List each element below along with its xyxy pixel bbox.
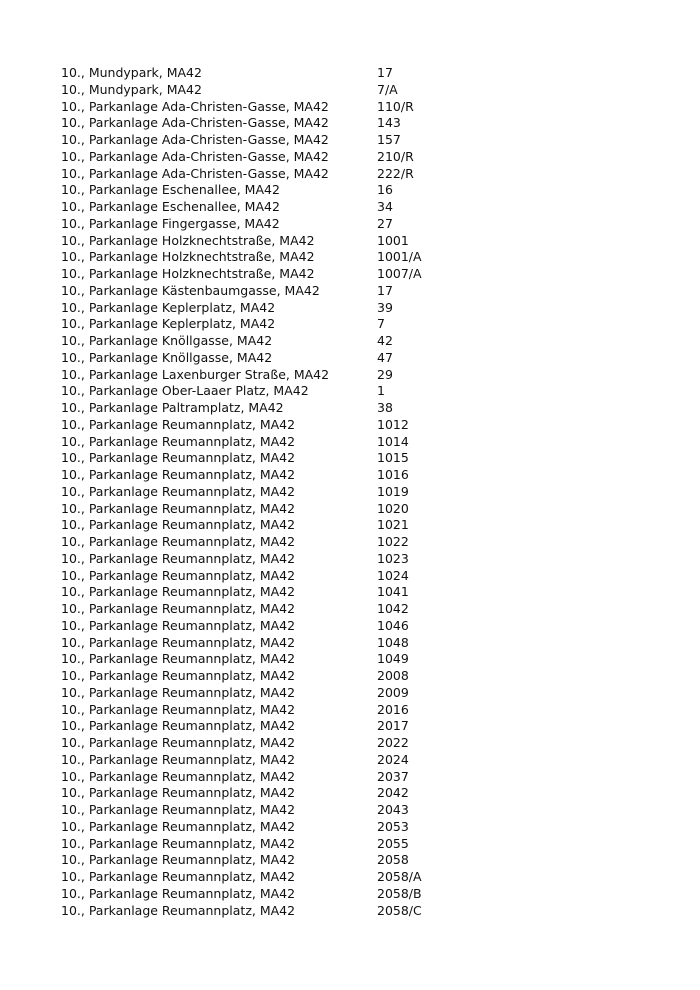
list-item xyxy=(61,651,661,668)
location-text: 10., Parkanlage Reumannplatz, MA42 xyxy=(61,735,296,750)
list-item xyxy=(61,434,661,451)
location-text: 10., Parkanlage Keplerplatz, MA42 xyxy=(61,299,276,315)
list-item xyxy=(61,752,661,769)
list-item xyxy=(61,233,661,250)
location-text: 10., Parkanlage Knöllgasse, MA42 xyxy=(61,349,273,365)
list-item xyxy=(61,718,661,735)
item-number: 2022 xyxy=(377,735,409,750)
item-number: 17 xyxy=(377,282,393,298)
item-number: 2058/C xyxy=(377,902,422,918)
list-item xyxy=(61,333,661,350)
location-text: 10., Parkanlage Reumannplatz, MA42 xyxy=(61,668,296,683)
location-text: 10., Parkanlage Reumannplatz, MA42 xyxy=(61,483,296,499)
location-text: 10., Parkanlage Reumannplatz, MA42 xyxy=(61,684,296,700)
list-item xyxy=(61,65,661,82)
location-text: 10., Parkanlage Reumannplatz, MA42 xyxy=(61,500,296,516)
list-item xyxy=(61,166,661,183)
list-item xyxy=(61,450,661,467)
list-item xyxy=(61,635,661,652)
item-number: 110/R xyxy=(377,98,414,114)
location-text: 10., Parkanlage Ober-Laaer Platz, MA42 xyxy=(61,383,309,399)
list-item xyxy=(61,852,661,869)
location-text: 10., Parkanlage Holzknechtstraße, MA42 xyxy=(61,266,315,281)
list-item xyxy=(61,601,661,618)
location-text: 10., Parkanlage Reumannplatz, MA42 xyxy=(61,818,296,834)
item-number: 17 xyxy=(377,65,393,80)
list-item xyxy=(61,534,661,551)
list-item xyxy=(61,149,661,166)
location-text: 10., Parkanlage Reumannplatz, MA42 xyxy=(61,467,296,482)
location-text: 10., Parkanlage Holzknechtstraße, MA42 xyxy=(61,232,315,248)
item-number: 7 xyxy=(377,316,385,332)
list-item xyxy=(61,417,661,434)
list-item xyxy=(61,283,661,300)
item-number: 1024 xyxy=(377,567,409,583)
list-item xyxy=(61,735,661,752)
entry-list xyxy=(61,65,661,919)
location-text: 10., Parkanlage Kästenbaumgasse, MA42 xyxy=(61,282,320,298)
list-item xyxy=(61,300,661,317)
list-item xyxy=(61,802,661,819)
list-item xyxy=(61,819,661,836)
location-text: 10., Parkanlage Reumannplatz, MA42 xyxy=(61,584,296,600)
location-text: 10., Parkanlage Eschenallee, MA42 xyxy=(61,182,280,198)
location-text: 10., Parkanlage Reumannplatz, MA42 xyxy=(61,567,296,583)
item-number: 2037 xyxy=(377,768,409,784)
item-number: 47 xyxy=(377,349,393,365)
location-text: 10., Parkanlage Laxenburger Straße, MA42 xyxy=(61,366,330,382)
item-number: 1046 xyxy=(377,617,409,633)
list-item xyxy=(61,685,661,702)
item-number: 1019 xyxy=(377,483,409,499)
list-item xyxy=(61,350,661,367)
item-number: 38 xyxy=(377,400,393,415)
item-number: 210/R xyxy=(377,148,414,164)
list-item xyxy=(61,769,661,786)
item-number: 1001/A xyxy=(377,249,422,265)
list-item xyxy=(61,316,661,333)
list-item xyxy=(61,501,661,518)
location-text: 10., Parkanlage Reumannplatz, MA42 xyxy=(61,885,296,901)
item-number: 2017 xyxy=(377,718,409,734)
list-item xyxy=(61,115,661,132)
item-number: 2058 xyxy=(377,852,409,868)
list-item xyxy=(61,199,661,216)
item-number: 1021 xyxy=(377,517,409,533)
location-text: 10., Parkanlage Reumannplatz, MA42 xyxy=(61,634,296,650)
item-number: 1020 xyxy=(377,500,409,516)
item-number: 2009 xyxy=(377,684,409,700)
list-item xyxy=(61,400,661,417)
list-item xyxy=(61,99,661,116)
item-number: 1042 xyxy=(377,601,409,616)
location-text: 10., Parkanlage Reumannplatz, MA42 xyxy=(61,433,296,449)
item-number: 143 xyxy=(377,115,401,131)
location-text: 10., Parkanlage Reumannplatz, MA42 xyxy=(61,785,296,801)
location-text: 10., Parkanlage Eschenallee, MA42 xyxy=(61,199,280,214)
item-number: 222/R xyxy=(377,165,414,181)
location-text: 10., Parkanlage Fingergasse, MA42 xyxy=(61,215,280,231)
list-item xyxy=(61,702,661,719)
item-number: 1015 xyxy=(377,450,409,466)
item-number: 1012 xyxy=(377,416,409,432)
list-item xyxy=(61,383,661,400)
item-number: 2008 xyxy=(377,668,409,683)
list-item xyxy=(61,367,661,384)
location-text: 10., Parkanlage Reumannplatz, MA42 xyxy=(61,416,296,432)
list-item xyxy=(61,886,661,903)
list-item xyxy=(61,266,661,283)
location-text: 10., Parkanlage Paltramplatz, MA42 xyxy=(61,400,284,415)
location-text: 10., Parkanlage Knöllgasse, MA42 xyxy=(61,333,273,348)
location-text: 10., Parkanlage Reumannplatz, MA42 xyxy=(61,517,296,533)
location-text: 10., Parkanlage Ada-Christen-Gasse, MA42 xyxy=(61,115,329,131)
location-text: 10., Parkanlage Reumannplatz, MA42 xyxy=(61,534,296,549)
item-number: 2053 xyxy=(377,818,409,834)
item-number: 1016 xyxy=(377,467,409,482)
list-item xyxy=(61,249,661,266)
item-number: 1022 xyxy=(377,534,409,549)
location-text: 10., Parkanlage Reumannplatz, MA42 xyxy=(61,768,296,784)
item-number: 34 xyxy=(377,199,393,214)
item-number: 1001 xyxy=(377,232,409,248)
location-text: 10., Parkanlage Ada-Christen-Gasse, MA42 xyxy=(61,98,329,114)
location-text: 10., Parkanlage Holzknechtstraße, MA42 xyxy=(61,249,315,265)
list-item xyxy=(61,82,661,99)
item-number: 1049 xyxy=(377,651,409,667)
location-text: 10., Parkanlage Ada-Christen-Gasse, MA42 xyxy=(61,165,329,181)
list-item xyxy=(61,517,661,534)
list-item xyxy=(61,182,661,199)
item-number: 29 xyxy=(377,366,393,382)
item-number: 1 xyxy=(377,383,385,399)
list-item xyxy=(61,584,661,601)
list-item xyxy=(61,785,661,802)
item-number: 1041 xyxy=(377,584,409,600)
item-number: 1007/A xyxy=(377,266,422,281)
location-text: 10., Parkanlage Reumannplatz, MA42 xyxy=(61,802,296,817)
item-number: 2058/B xyxy=(377,885,422,901)
item-number: 1048 xyxy=(377,634,409,650)
item-number: 27 xyxy=(377,215,393,231)
location-text: 10., Parkanlage Reumannplatz, MA42 xyxy=(61,869,296,884)
location-text: 10., Parkanlage Reumannplatz, MA42 xyxy=(61,835,296,851)
location-text: 10., Parkanlage Ada-Christen-Gasse, MA42 xyxy=(61,132,329,147)
list-item xyxy=(61,869,661,886)
location-text: 10., Parkanlage Reumannplatz, MA42 xyxy=(61,651,296,667)
list-item xyxy=(61,551,661,568)
item-number: 16 xyxy=(377,182,393,198)
location-text: 10., Parkanlage Reumannplatz, MA42 xyxy=(61,718,296,734)
item-number: 2016 xyxy=(377,701,409,717)
list-item xyxy=(61,568,661,585)
location-text: 10., Parkanlage Reumannplatz, MA42 xyxy=(61,701,296,717)
location-text: 10., Mundypark, MA42 xyxy=(61,81,202,97)
location-text: 10., Parkanlage Ada-Christen-Gasse, MA42 xyxy=(61,148,329,164)
item-number: 157 xyxy=(377,132,401,147)
location-text: 10., Parkanlage Reumannplatz, MA42 xyxy=(61,902,296,918)
list-item xyxy=(61,132,661,149)
list-item xyxy=(61,484,661,501)
location-text: 10., Mundypark, MA42 xyxy=(61,65,202,80)
item-number: 2055 xyxy=(377,835,409,851)
item-number: 39 xyxy=(377,299,393,315)
list-item xyxy=(61,836,661,853)
item-number: 2042 xyxy=(377,785,409,801)
item-number: 1014 xyxy=(377,433,409,449)
document-page xyxy=(61,65,661,919)
list-item xyxy=(61,467,661,484)
item-number: 42 xyxy=(377,333,393,348)
item-number: 7/A xyxy=(377,81,398,97)
location-text: 10., Parkanlage Reumannplatz, MA42 xyxy=(61,601,296,616)
location-text: 10., Parkanlage Reumannplatz, MA42 xyxy=(61,852,296,868)
location-text: 10., Parkanlage Keplerplatz, MA42 xyxy=(61,316,276,332)
list-item xyxy=(61,903,661,920)
location-text: 10., Parkanlage Reumannplatz, MA42 xyxy=(61,617,296,633)
location-text: 10., Parkanlage Reumannplatz, MA42 xyxy=(61,550,296,566)
location-text: 10., Parkanlage Reumannplatz, MA42 xyxy=(61,450,296,466)
item-number: 2043 xyxy=(377,802,409,817)
item-number: 2058/A xyxy=(377,869,422,884)
list-item xyxy=(61,216,661,233)
item-number: 1023 xyxy=(377,550,409,566)
location-text: 10., Parkanlage Reumannplatz, MA42 xyxy=(61,751,296,767)
item-number: 2024 xyxy=(377,751,409,767)
list-item xyxy=(61,618,661,635)
list-item xyxy=(61,668,661,685)
